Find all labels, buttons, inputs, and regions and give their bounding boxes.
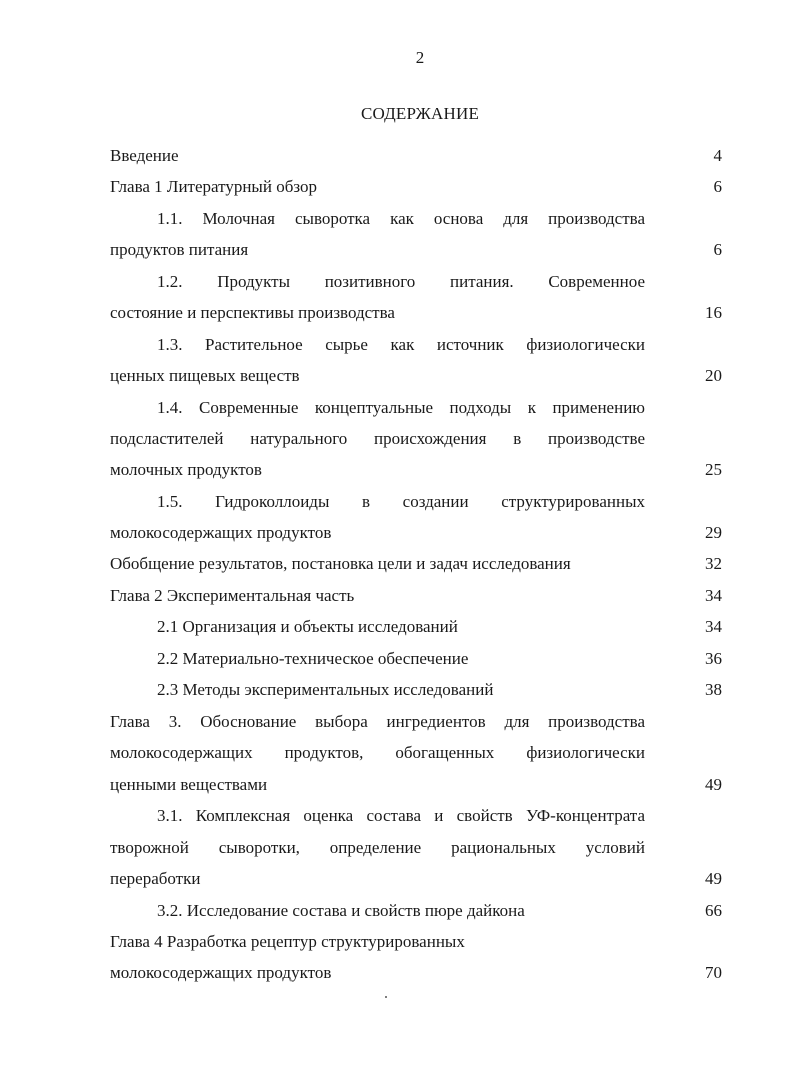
toc-entry-chapter-3-line-1: Глава 3. Обоснование выбора ингредиентов для производства (110, 712, 645, 731)
toc-entry-3-1-line-2: творожной сыворотки, определение рациональных условий (110, 838, 645, 857)
page-number: 2 (415, 48, 425, 67)
toc-entry-1-4-line-2: подсластителей натурального происхождения в производстве (110, 429, 645, 448)
toc-page-number: 70 (705, 963, 722, 982)
toc-page-number: 6 (713, 240, 722, 259)
toc-entry-summary: Обобщение результатов, постановка цели и задач исследования (110, 554, 571, 573)
toc-entry-chapter-4-line-2: молокосодержащих продуктов (110, 963, 332, 982)
toc-page-number: 32 (705, 554, 722, 573)
toc-entry-3-2: 3.2. Исследование состава и свойств пюре дайкона (157, 901, 525, 920)
toc-entry-1-4-line-1: 1.4. Современные концептуальные подходы к применению (157, 398, 645, 417)
toc-entry-chapter-3-line-3: ценными веществами (110, 775, 268, 794)
scan-speck (385, 996, 387, 998)
toc-entry-1-3-line-1: 1.3. Растительное сырье как источник физиологически (157, 335, 645, 354)
toc-entry-1-1-line-2: продуктов питания (110, 240, 249, 259)
toc-page-number: 29 (705, 523, 722, 542)
toc-page-number: 49 (705, 775, 722, 794)
toc-title: СОДЕРЖАНИЕ (360, 104, 480, 123)
toc-entry-2-1: 2.1 Организация и объекты исследований (157, 617, 458, 636)
toc-entry-3-1-line-1: 3.1. Комплексная оценка состава и свойств УФ-концентрата (157, 806, 645, 825)
toc-page-number: 4 (713, 146, 722, 165)
toc-page-number: 16 (705, 303, 722, 322)
toc-entry-1-4-line-3: молочных продуктов (110, 460, 262, 479)
toc-page-number: 49 (705, 869, 722, 888)
toc-entry-2-2: 2.2 Материально-техническое обеспечение (157, 649, 469, 668)
toc-page-number: 34 (705, 617, 722, 636)
toc-entry-1-2-line-2: состояние и перспективы производства (110, 303, 395, 322)
toc-entry-1-1-line-1: 1.1. Молочная сыворотка как основа для производства (157, 209, 645, 228)
toc-entry-introduction: Введение (110, 146, 179, 165)
toc-entry-2-3: 2.3 Методы экспериментальных исследований (157, 680, 494, 699)
toc-page-number: 34 (705, 586, 722, 605)
toc-entry-1-5-line-1: 1.5. Гидроколлоиды в создании структурированных (157, 492, 645, 511)
toc-entry-1-2-line-1: 1.2. Продукты позитивного питания. Современное (157, 272, 645, 291)
toc-entry-1-5-line-2: молокосодержащих продуктов (110, 523, 332, 542)
toc-page-number: 66 (705, 901, 722, 920)
toc-page-number: 20 (705, 366, 722, 385)
toc-entry-chapter-4-line-1: Глава 4 Разработка рецептур структурированных (110, 932, 465, 951)
toc-entry-chapter-1: Глава 1 Литературный обзор (110, 177, 317, 196)
toc-entry-3-1-line-3: переработки (110, 869, 201, 888)
toc-entry-chapter-3-line-2: молокосодержащих продуктов, обогащенных физиологически (110, 743, 645, 762)
toc-page-number: 6 (713, 177, 722, 196)
toc-entry-chapter-2: Глава 2 Экспериментальная часть (110, 586, 355, 605)
toc-entry-1-3-line-2: ценных пищевых веществ (110, 366, 300, 385)
toc-page-number: 36 (705, 649, 722, 668)
toc-page-number: 38 (705, 680, 722, 699)
toc-page-number: 25 (705, 460, 722, 479)
